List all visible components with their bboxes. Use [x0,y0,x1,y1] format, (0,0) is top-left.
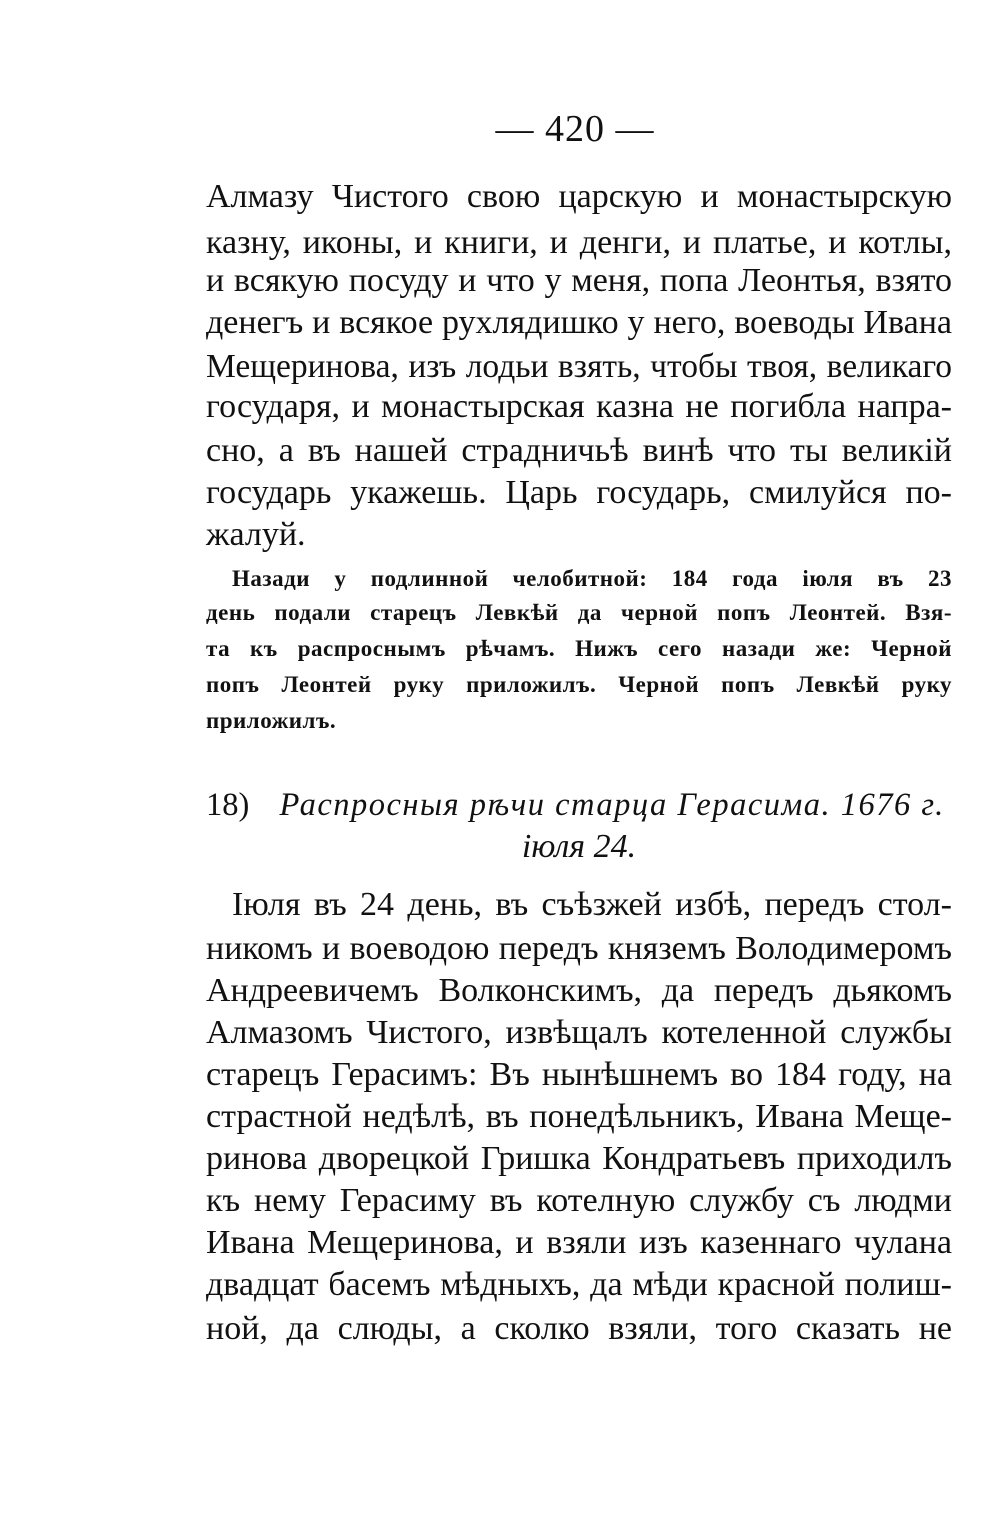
text-line: страстной недѣлѣ, въ понедѣльникъ, Ивана Меще- [206,1098,952,1135]
text-line: старецъ Герасимъ: Въ нынѣшнемъ во 184 году, на [206,1056,952,1093]
section-heading-line [206,784,952,826]
text-line: Алмазу Чистого свою царскую и монастырскую [206,178,952,215]
text-line: ной, да слюды, а сколко взяли, того сказать не [206,1310,952,1347]
page-number: — 420 — [495,108,655,150]
note-line: день подали старецъ Левкѣй да черной попъ Леонтей. Взя- [206,600,952,625]
note-line: Назади у подлинной челобитной: 184 года іюля въ 23 [232,566,952,591]
text-line: къ нему Герасиму въ котелную службу съ людми [206,1182,952,1219]
text-line: сно, а въ нашей страдничьѣ винѣ что ты великій [206,432,952,469]
text-line: денегъ и всякое рухлядишко у него, воеводы Ивана [206,304,952,341]
text-line: государь укажешь. Царь государь, смилуйся по- [206,474,952,511]
note-line: та къ распроснымъ рѣчамъ. Нижъ сего назади же: Черной [206,636,952,661]
note-line: попъ Леонтей руку приложилъ. Черной попъ Левкѣй руку [206,672,952,697]
text-line: двадцат басемъ мѣдныхъ, да мѣди красной полиш- [206,1266,952,1303]
text-line: Ивана Мещеринова, и взяли изъ казеннаго чулана [206,1224,952,1261]
text-line: и всякую посуду и что у меня, попа Леонтья, взято [206,262,952,299]
text-line: казну, иконы, и книги, и денги, и платье, и котлы, [206,224,952,261]
text-line: жалуй. [206,516,306,553]
text-line: государя, и монастырская казна не погибла напра- [206,388,952,425]
section-title-date: іюля 24. [521,828,637,865]
text-line: Андреевичемъ Волконскимъ, да передъ дьякомъ [206,972,952,1009]
text-line: Алмазомъ Чистого, извѣщалъ котеленной службы [206,1014,952,1051]
section-title: Распросныя рѣчи старца Герасима. 1676 г. [279,787,945,823]
text-line: никомъ и воеводою передъ княземъ Володимеромъ [206,930,952,967]
text-line: Мещеринова, изъ лодьи взять, чтобы твоя, великаго [206,348,952,385]
text-line: ринова дворецкой Гришка Кондратьевъ приходилъ [206,1140,952,1177]
text-line: Іюля въ 24 день, въ съѣзжей избѣ, передъ стол- [232,886,952,923]
note-line: приложилъ. [206,708,337,733]
section-number: 18) [206,787,250,823]
